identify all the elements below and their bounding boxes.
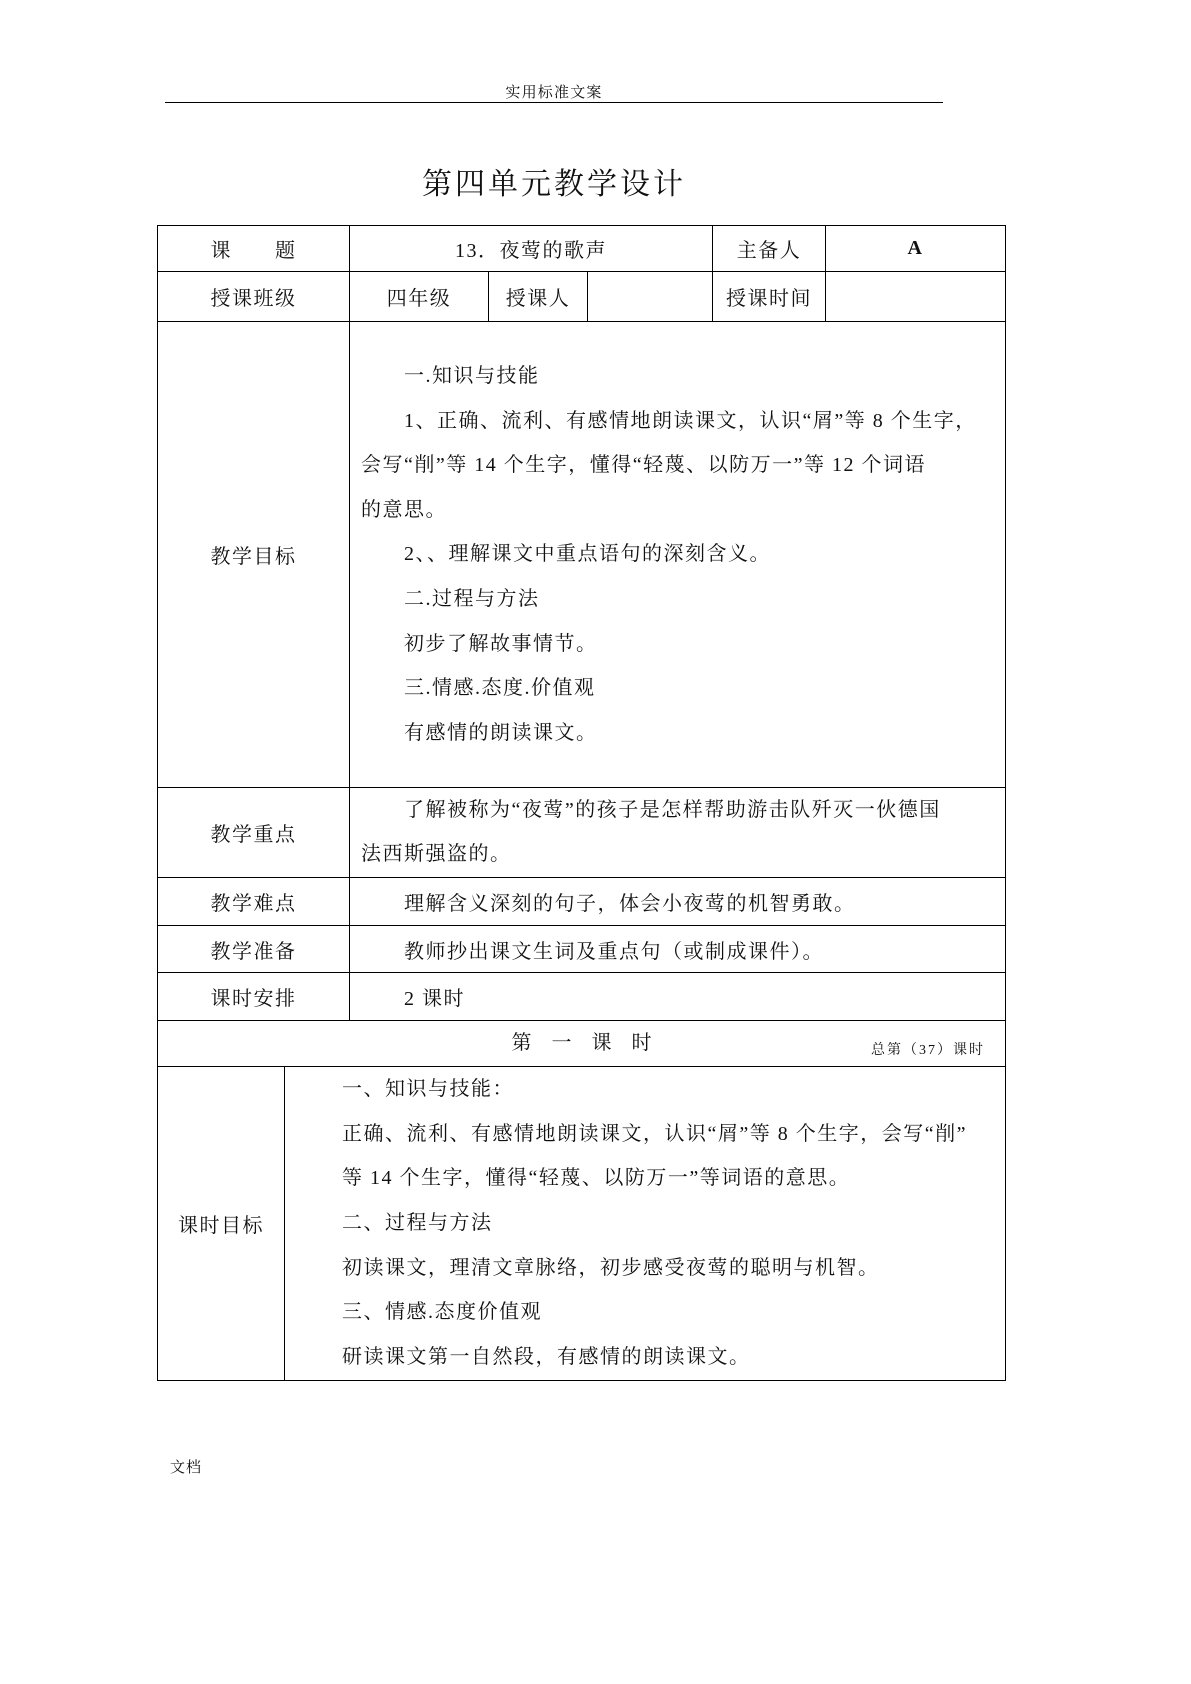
- schedule-label: 课时安排: [157, 973, 350, 1021]
- key-points-content: [350, 788, 1006, 878]
- time-label: 授课时间: [713, 272, 826, 322]
- lesson-objectives-label: 课时目标: [157, 1067, 285, 1381]
- difficulty-line: 理解含义深刻的句子，体会小夜莺的机智勇敢。: [404, 893, 856, 915]
- class-value: 四年级: [350, 272, 489, 322]
- lesson-heading-row: [157, 1021, 1006, 1067]
- difficulties-label: 教学难点: [157, 878, 350, 926]
- objectives-label: 教学目标: [157, 322, 350, 788]
- lesson-objective-line: 一、知识与技能：: [342, 1078, 514, 1100]
- running-header: 实用标准文案: [505, 85, 603, 101]
- schedule-content: [350, 973, 1006, 1021]
- time-value: [826, 272, 1006, 322]
- objective-line: 有感情的朗读课文。: [404, 721, 598, 744]
- lesson-plan-table: [157, 225, 1006, 1381]
- lesson-objective-line: 等 14 个生字，懂得“轻蔑、以防万一”等词语的意思。: [342, 1167, 851, 1190]
- objective-line: 初步了解故事情节。: [404, 632, 598, 655]
- objective-line: 2、、理解课文中重点语句的深刻含义。: [404, 543, 771, 566]
- objective-line: 三.情感.态度.价值观: [404, 677, 596, 700]
- header-rule: [165, 102, 943, 103]
- lead-preparer-value: A: [826, 225, 1006, 272]
- teacher-label: 授课人: [489, 272, 588, 322]
- objectives-content: [350, 322, 1006, 788]
- lesson-heading: 第 一 课 时: [511, 1032, 652, 1054]
- preparation-line: 教师抄出课文生词及重点句（或制成课件）。: [404, 940, 824, 963]
- lead-preparer-label: 主备人: [713, 225, 826, 272]
- objective-line: 的意思。: [361, 498, 447, 521]
- topic-label: 课 题: [157, 225, 350, 272]
- topic-value: 13．夜莺的歌声: [350, 225, 713, 272]
- key-point-line: 法西斯强盗的。: [361, 843, 512, 865]
- preparation-content: [350, 926, 1006, 973]
- lesson-objective-line: 初读课文，理清文章脉络，初步感受夜莺的聪明与机智。: [342, 1256, 880, 1279]
- class-label: 授课班级: [157, 272, 350, 322]
- key-point-line: 了解被称为“夜莺”的孩子是怎样帮助游击队歼灭一伙德国: [404, 799, 941, 821]
- page-footer: 文档: [170, 1460, 203, 1476]
- page-title: 第四单元教学设计: [422, 168, 686, 201]
- lesson-total-count: 总第（37）课时: [871, 1043, 985, 1058]
- objective-line: 1、正确、流利、有感情地朗读课文，认识“屑”等 8 个生字，: [404, 409, 977, 432]
- lesson-objective-line: 二、过程与方法: [342, 1212, 493, 1235]
- objective-line: 二.过程与方法: [404, 587, 540, 610]
- preparation-label: 教学准备: [157, 926, 350, 973]
- schedule-line: 2 课时: [404, 988, 465, 1010]
- objective-line: 一.知识与技能: [404, 365, 540, 387]
- lesson-objectives-content: [285, 1067, 1006, 1381]
- teacher-value: [588, 272, 713, 322]
- lesson-objective-line: 研读课文第一自然段，有感情的朗读课文。: [342, 1346, 751, 1369]
- difficulties-content: [350, 878, 1006, 926]
- lesson-objective-line: 三、情感.态度价值观: [342, 1301, 542, 1324]
- key-points-label: 教学重点: [157, 788, 350, 878]
- objective-line: 会写“削”等 14 个生字，懂得“轻蔑、以防万一”等 12 个词语: [361, 454, 927, 477]
- lesson-objective-line: 正确、流利、有感情地朗读课文，认识“屑”等 8 个生字，会写“削”: [342, 1122, 968, 1145]
